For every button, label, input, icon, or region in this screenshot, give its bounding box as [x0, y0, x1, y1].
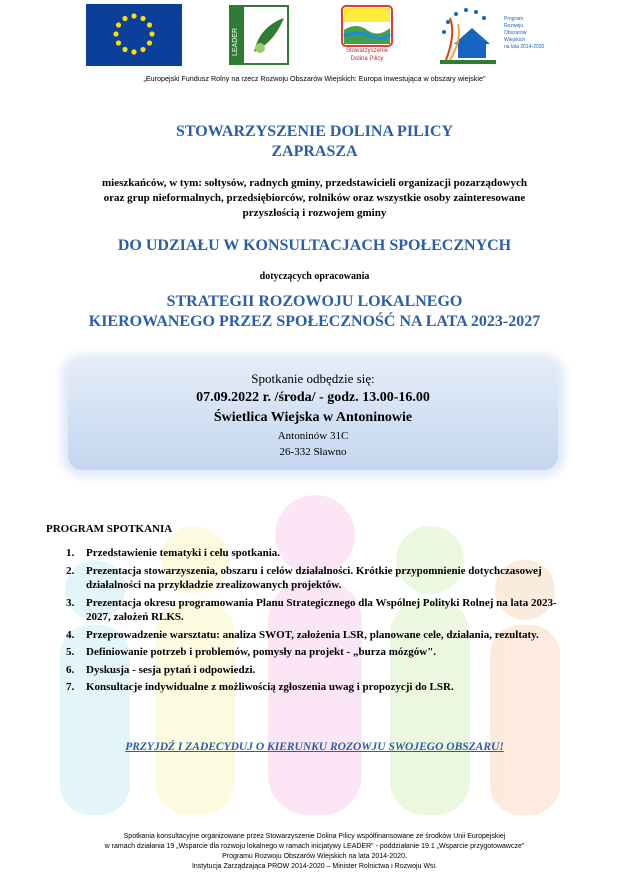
prow-house-stars-icon	[436, 4, 506, 66]
prow-text-2: Rozwoju	[504, 23, 524, 29]
strategy-heading-line-1: STRATEGII ROZOWOJU LOKALNEGO	[166, 293, 463, 310]
svg-text:LEADER: LEADER	[232, 27, 239, 56]
program-item	[66, 628, 566, 643]
prow-text-1: Program	[504, 16, 524, 22]
program-item-text: Dyskusja - sesja pytań i odpowiedzi.	[86, 663, 256, 676]
strategy-heading-line-2: KIEROWANEGO PRZEZ SPOŁECZNOŚĆ NA LATA 2023-2027	[88, 313, 541, 330]
program-item	[66, 546, 566, 561]
program-item-number: 5.	[66, 646, 75, 658]
program-item-text: Definiowanie potrzeb i problemów, pomysły na projekt - „burza mózgów".	[86, 646, 437, 658]
program-item-text: Konsultacje indywidualne z możliwością zgłoszenia uwag i propozycji do LSR.	[86, 681, 454, 693]
program-title: PROGRAM SPOTKANIA	[46, 523, 173, 535]
program-item-number: 2.	[66, 564, 75, 577]
invitees-line-2: oraz grup nieformalnych, przedsiębiorców, rolników oraz wszystkie osoby zainteresowane	[103, 192, 526, 204]
invitees-text	[0, 176, 629, 221]
program-list	[66, 546, 566, 698]
organization-name: STOWARZYSZENIE DOLINA PILICY	[175, 123, 454, 140]
dolina-logo-text-2: Dolina Pilicy	[350, 56, 384, 62]
footer-line-1: Spotkania konsultacyjne organizowane przez Stowarzyszenie Dolina Pilicy współfinansowane ze środków Unii Europejskiej	[123, 833, 506, 840]
program-item-text: Przeprowadzenie warsztatu: analiza SWOT, założenia LSR, planowane cele, działania, rezultaty.	[86, 628, 539, 641]
program-item-text: Prezentacja okresu programowania Planu Strategicznego dla Wspólnej Polityki Rolnej na lata 2023-2027, założeń RLKS.	[86, 596, 557, 623]
dolina-pilicy-logo	[336, 4, 398, 66]
footer-line-4: Instytucja Zarządzająca PROW 2014-2020 – Minister Rolnictwa i Rozwoju Wsi.	[191, 863, 438, 870]
meeting-datetime: 07.09.2022 r. /środa/ - godz. 13.00-16.00	[196, 390, 430, 405]
eu-stars-icon	[86, 4, 182, 66]
footer	[0, 832, 629, 872]
program-item	[66, 596, 566, 625]
program-item	[66, 663, 566, 678]
meeting-street: Antoninów 31C	[277, 430, 349, 442]
footer-line-3: Programu Rozwoju Obszarów Wiejskich na lata 2014-2020.	[222, 853, 407, 860]
program-item-number: 4.	[66, 628, 75, 641]
eu-flag-logo	[86, 4, 182, 66]
meeting-intro: Spotkanie odbędzie się:	[251, 371, 375, 386]
invitees-line-1: mieszkańców, w tym: sołtysów, radnych gminy, przedstawicieli organizacji pozarządowych	[102, 177, 527, 189]
dolina-logo-text-1: Stowarzyszenie	[345, 48, 389, 54]
meeting-info	[68, 370, 558, 460]
participate-heading: DO UDZIAŁU W KONSULTACJACH SPOŁECZNYCH	[117, 237, 512, 254]
invites-heading: ZAPRASZA	[271, 143, 358, 160]
prow-text-5: na lata 2014-2020	[504, 44, 545, 50]
program-item-number: 3.	[66, 596, 75, 609]
prow-text-4: Wiejskich	[504, 37, 526, 43]
dolina-pilicy-icon	[336, 4, 398, 48]
invitees-line-3: przyszłością i rozwojem gminy	[242, 207, 387, 219]
slogan: PRZYJDŹ I ZADECYDUJ O KIERUNKU ROZOWJU SWOJEGO OBSZARU!	[125, 741, 504, 753]
meeting-place: Świetlica Wiejska w Antoninowie	[213, 410, 413, 425]
prow-logo	[436, 4, 546, 66]
program-item	[66, 645, 566, 660]
meeting-city: 26-332 Sławno	[279, 446, 347, 458]
leader-leaf-icon	[228, 4, 290, 66]
program-item-text: Przedstawienie tematyki i celu spotkania.	[86, 547, 281, 559]
program-item-number: 6.	[66, 663, 75, 676]
program-item	[66, 680, 566, 695]
footer-line-2: w ramach działania 19 „Wsparcie dla rozwoju lokalnego w ramach inicjatywy LEADER" - poddziałanie 19.1 „Wsparcie przygotowawcze"	[104, 843, 525, 850]
fund-line: „Europejski Fundusz Rolny na rzecz Rozwoju Obszarów Wiejskich: Europa inwestująca w obszary wiejskie"	[143, 74, 486, 83]
leader-logo	[228, 4, 290, 66]
program-item	[66, 564, 566, 593]
program-item-number: 7.	[66, 681, 75, 693]
program-item-text: Prezentacja stowarzyszenia, obszaru i celów działalności. Krótkie przypomnienie dotychczasowej działalności na przykładzie zrealizowanych projektów.	[86, 564, 542, 591]
concerning-text: dotyczących opracowania	[259, 271, 370, 282]
program-item-number: 1.	[66, 547, 75, 559]
prow-text-3: Obszarów	[504, 30, 527, 36]
